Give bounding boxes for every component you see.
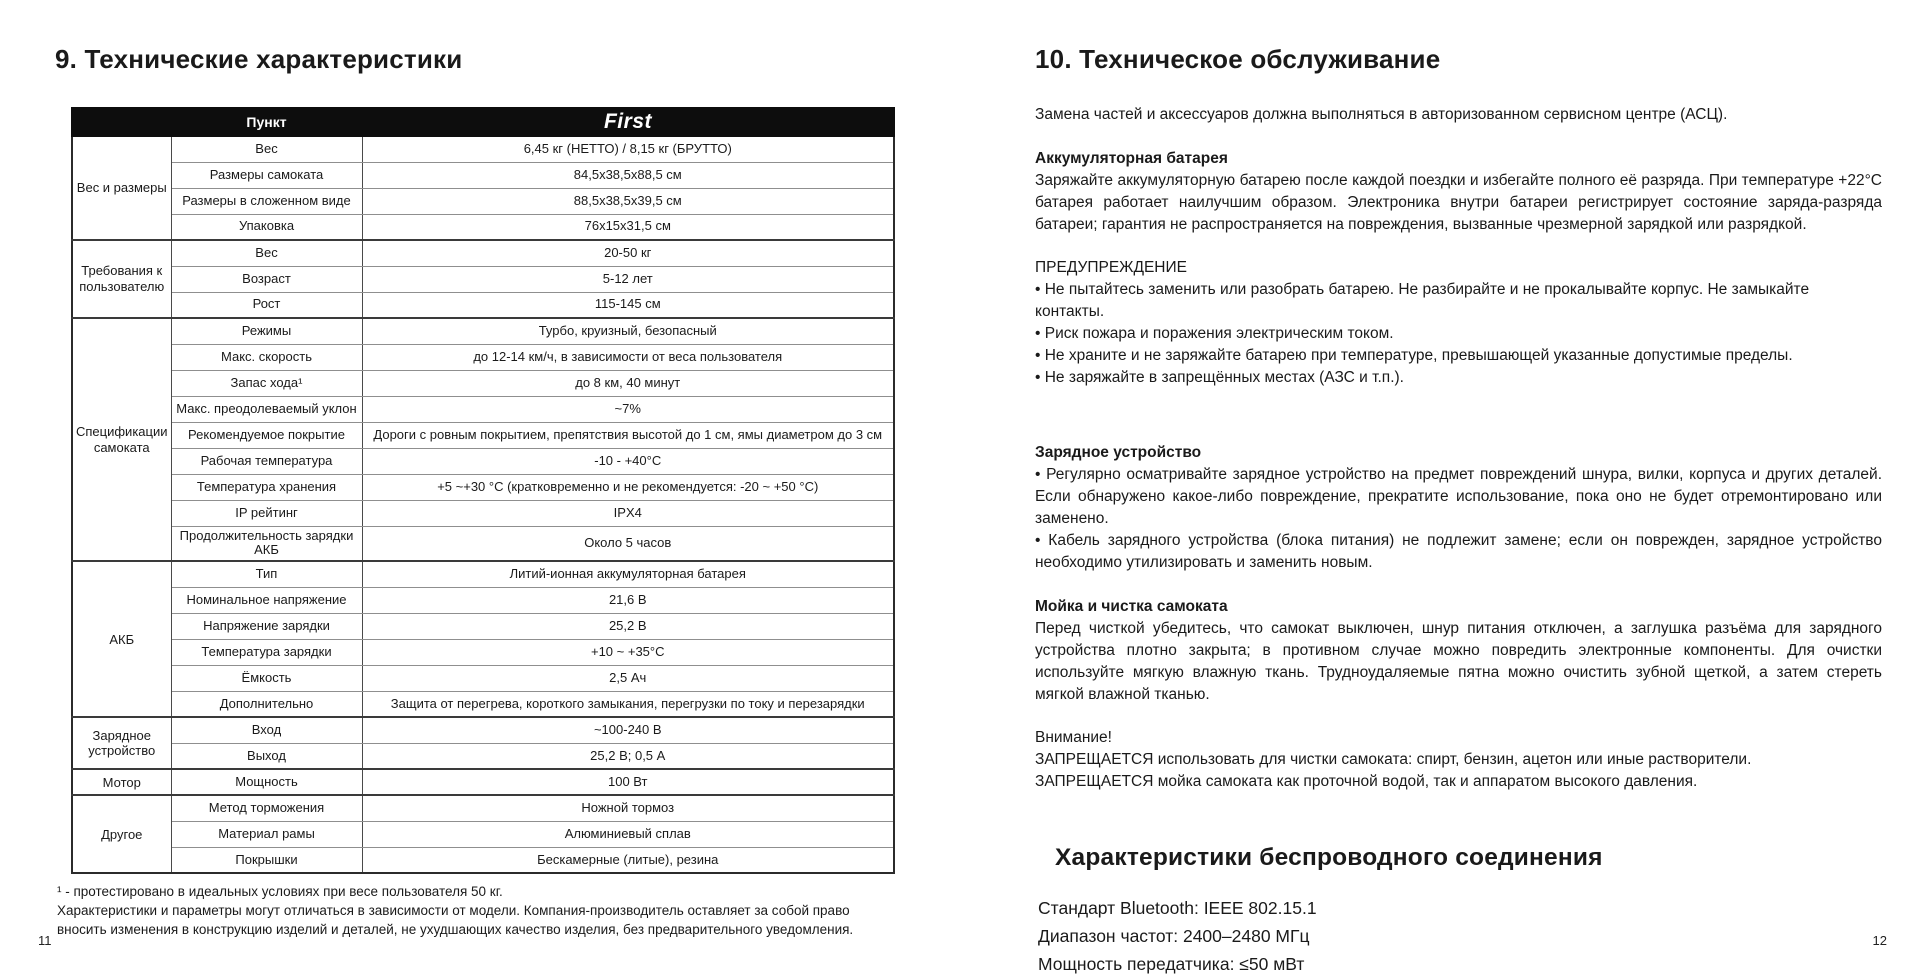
cleaning-paragraph: Перед чисткой убедитесь, что самокат выключен, шнур питания отключен, а заглушка разъёма для зарядного устройства плотно закрыта; в противном случае можно повредить электронные компоненты. Для очистки используйте мягкую влажную ткань. Трудноудаляемые пятна можно очистить зубной щеткой, а затем стереть мягкой влажной тканью. bbox=[1035, 620, 1882, 703]
table-row bbox=[72, 318, 894, 344]
item-cell: Рост bbox=[171, 292, 362, 318]
item-cell: Номинальное напряжение bbox=[171, 587, 362, 613]
value-cell: 76x15x31,5 см bbox=[362, 214, 894, 240]
item-cell: Ёмкость bbox=[171, 665, 362, 691]
item-cell: Метод торможения bbox=[171, 795, 362, 821]
item-cell: Продолжительность зарядки АКБ bbox=[171, 526, 362, 561]
table-row bbox=[72, 587, 894, 613]
item-cell: Макс. преодолеваемый уклон bbox=[171, 396, 362, 422]
value-cell: 100 Вт bbox=[362, 769, 894, 795]
item-cell: Размеры в сложенном виде bbox=[171, 188, 362, 214]
item-cell: Макс. скорость bbox=[171, 344, 362, 370]
table-row bbox=[72, 292, 894, 318]
group-cell: Спецификации самоката bbox=[72, 318, 171, 561]
table-row bbox=[72, 691, 894, 717]
item-cell: Режимы bbox=[171, 318, 362, 344]
item-cell: Температура зарядки bbox=[171, 639, 362, 665]
table-row bbox=[72, 370, 894, 396]
value-cell: Алюминиевый сплав bbox=[362, 821, 894, 847]
group-cell: Мотор bbox=[72, 769, 171, 795]
table-row bbox=[72, 769, 894, 795]
table-row bbox=[72, 136, 894, 162]
specs-header-row bbox=[72, 108, 894, 136]
footnote-1: ¹ - протестировано в идеальных условиях при весе пользователя 50 кг. bbox=[57, 884, 503, 900]
table-row bbox=[72, 526, 894, 561]
value-cell: до 12-14 км/ч, в зависимости от веса пользователя bbox=[362, 344, 894, 370]
table-row bbox=[72, 448, 894, 474]
item-cell: Возраст bbox=[171, 266, 362, 292]
wireless-bluetooth-standard: Стандарт Bluetooth: IEEE 802.15.1 bbox=[1038, 898, 1317, 918]
value-cell: 2,5 Ач bbox=[362, 665, 894, 691]
table-row bbox=[72, 474, 894, 500]
table-row bbox=[72, 665, 894, 691]
wireless-transmitter-power: Мощность передатчика: ≤50 мВт bbox=[1038, 954, 1305, 974]
table-row bbox=[72, 500, 894, 526]
footnote-2: Характеристики и параметры могут отличаться в зависимости от модели. Компания-производитель оставляет за собой право вносить изменения в конструкцию изделий и деталей, не ухудшающих качество изделия, без предварительного уведомления. bbox=[57, 903, 854, 937]
battery-paragraph: Заряжайте аккумуляторную батарею после каждой поездки и избегайте полного её разряда. При температуре +22°C батарея работает наилучшим образом. Электроника внутри батареи регистрирует состояние заряда-разряда батареи; гарантия не распространяется на повреждения, вызванные чрезмерной зарядкой или разрядкой. bbox=[1035, 172, 1882, 233]
item-cell: Рабочая температура bbox=[171, 448, 362, 474]
warning-bullet-1: • Не пытайтесь заменить или разобрать батарею. Не разбирайте и не прокалывайте корпус. Не замыкайте контакты. bbox=[1035, 281, 1810, 320]
value-cell: ~100-240 В bbox=[362, 717, 894, 743]
value-cell: до 8 км, 40 минут bbox=[362, 370, 894, 396]
value-cell: 84,5x38,5x88,5 см bbox=[362, 162, 894, 188]
footnotes bbox=[57, 883, 902, 939]
value-cell: 6,45 кг (НЕТТО) / 8,15 кг (БРУТТО) bbox=[362, 136, 894, 162]
left-page-title: 9. Технические характеристики bbox=[55, 44, 463, 74]
brand-logo: First bbox=[362, 108, 894, 136]
value-cell: ~7% bbox=[362, 396, 894, 422]
value-cell: 88,5x38,5x39,5 см bbox=[362, 188, 894, 214]
group-cell: Другое bbox=[72, 795, 171, 873]
value-cell: 115-145 см bbox=[362, 292, 894, 318]
attention-title: Внимание! bbox=[1035, 729, 1112, 746]
page-right bbox=[960, 0, 1920, 974]
table-row bbox=[72, 214, 894, 240]
group-cell: Требования к пользователю bbox=[72, 240, 171, 318]
table-row bbox=[72, 396, 894, 422]
value-cell: 25,2 В bbox=[362, 613, 894, 639]
value-cell: Защита от перегрева, короткого замыкания, перегрузки по току и перезарядки bbox=[362, 691, 894, 717]
warning-bullet-2: • Риск пожара и поражения электрическим током. bbox=[1035, 325, 1394, 342]
table-row bbox=[72, 240, 894, 266]
page-number-right: 12 bbox=[1872, 933, 1887, 948]
item-cell: Вход bbox=[171, 717, 362, 743]
item-cell: Вес bbox=[171, 240, 362, 266]
table-row bbox=[72, 717, 894, 743]
attention-line-2: ЗАПРЕЩАЕТСЯ мойка самоката как проточной водой, так и аппаратом высокого давления. bbox=[1035, 773, 1698, 790]
value-cell: -10 - +40°C bbox=[362, 448, 894, 474]
table-row bbox=[72, 743, 894, 769]
table-row bbox=[72, 639, 894, 665]
item-cell: Рекомендуемое покрытие bbox=[171, 422, 362, 448]
value-cell: Литий-ионная аккумуляторная батарея bbox=[362, 561, 894, 587]
battery-heading: Аккумуляторная батарея bbox=[1035, 150, 1228, 167]
item-cell: Температура хранения bbox=[171, 474, 362, 500]
value-cell: Турбо, круизный, безопасный bbox=[362, 318, 894, 344]
value-cell: IPX4 bbox=[362, 500, 894, 526]
table-row bbox=[72, 795, 894, 821]
right-page-title: 10. Техническое обслуживание bbox=[1035, 44, 1441, 74]
page-left bbox=[0, 0, 960, 959]
value-cell: 25,2 В; 0,5 А bbox=[362, 743, 894, 769]
specs-table bbox=[71, 107, 895, 874]
item-cell: Размеры самоката bbox=[171, 162, 362, 188]
item-cell: Мощность bbox=[171, 769, 362, 795]
group-cell: Вес и размеры bbox=[72, 136, 171, 240]
value-cell: Дороги с ровным покрытием, препятствия высотой до 1 см, ямы диаметром до 3 см bbox=[362, 422, 894, 448]
attention-line-1: ЗАПРЕЩАЕТСЯ использовать для чистки самоката: спирт, бензин, ацетон или иные растворители. bbox=[1035, 751, 1752, 768]
value-cell: 21,6 В bbox=[362, 587, 894, 613]
item-cell: Выход bbox=[171, 743, 362, 769]
group-cell: Зарядное устройство bbox=[72, 717, 171, 769]
table-row bbox=[72, 188, 894, 214]
warning-bullet-4: • Не заряжайте в запрещённых местах (АЗС и т.п.). bbox=[1035, 369, 1404, 386]
table-row bbox=[72, 847, 894, 873]
value-cell: 20-50 кг bbox=[362, 240, 894, 266]
wireless-specs bbox=[1038, 894, 1882, 978]
item-cell: Тип bbox=[171, 561, 362, 587]
header-item-cell: Пункт bbox=[171, 108, 362, 136]
cleaning-heading: Мойка и чистка самоката bbox=[1035, 598, 1228, 615]
table-row bbox=[72, 422, 894, 448]
table-row bbox=[72, 561, 894, 587]
specs-table-body bbox=[72, 136, 894, 873]
value-cell: +10 ~ +35°C bbox=[362, 639, 894, 665]
item-cell: Упаковка bbox=[171, 214, 362, 240]
charger-bullet-1: • Регулярно осматривайте зарядное устройство на предмет повреждений шнура, вилки, корпуса и других деталей. Если обнаружено какое-либо повреждение, прекратите использование, пока оно не будет отремонтировано или заменено. bbox=[1035, 466, 1882, 527]
intro-paragraph: Замена частей и аксессуаров должна выполняться в авторизованном сервисном центре (АСЦ). bbox=[1035, 106, 1728, 123]
page-number-left: 11 bbox=[38, 933, 52, 948]
value-cell: Ножной тормоз bbox=[362, 795, 894, 821]
item-cell: Дополнительно bbox=[171, 691, 362, 717]
value-cell: Около 5 часов bbox=[362, 526, 894, 561]
item-cell: Напряжение зарядки bbox=[171, 613, 362, 639]
table-row bbox=[72, 613, 894, 639]
value-cell: Бескамерные (литые), резина bbox=[362, 847, 894, 873]
wireless-heading: Характеристики беспроводного соединения bbox=[1055, 844, 1603, 871]
table-row bbox=[72, 162, 894, 188]
warning-bullet-3: • Не храните и не заряжайте батарею при температуре, превышающей указанные допустимые пределы. bbox=[1035, 347, 1793, 364]
item-cell: IP рейтинг bbox=[171, 500, 362, 526]
item-cell: Материал рамы bbox=[171, 821, 362, 847]
header-spacer-cell bbox=[72, 108, 171, 136]
value-cell: 5-12 лет bbox=[362, 266, 894, 292]
group-cell: АКБ bbox=[72, 561, 171, 717]
item-cell: Покрышки bbox=[171, 847, 362, 873]
item-cell: Запас хода¹ bbox=[171, 370, 362, 396]
charger-bullet-2: • Кабель зарядного устройства (блока питания) не подлежит замене; если он поврежден, зарядное устройство необходимо утилизировать и заменить новым. bbox=[1035, 532, 1882, 571]
table-row bbox=[72, 821, 894, 847]
table-row bbox=[72, 266, 894, 292]
table-row bbox=[72, 344, 894, 370]
charger-heading: Зарядное устройство bbox=[1035, 444, 1202, 461]
wireless-frequency-range: Диапазон частот: 2400–2480 МГц bbox=[1038, 926, 1310, 946]
warning-title: ПРЕДУПРЕЖДЕНИЕ bbox=[1035, 259, 1187, 276]
value-cell: +5 ~+30 °C (кратковременно и не рекомендуется: -20 ~ +50 °C) bbox=[362, 474, 894, 500]
item-cell: Вес bbox=[171, 136, 362, 162]
